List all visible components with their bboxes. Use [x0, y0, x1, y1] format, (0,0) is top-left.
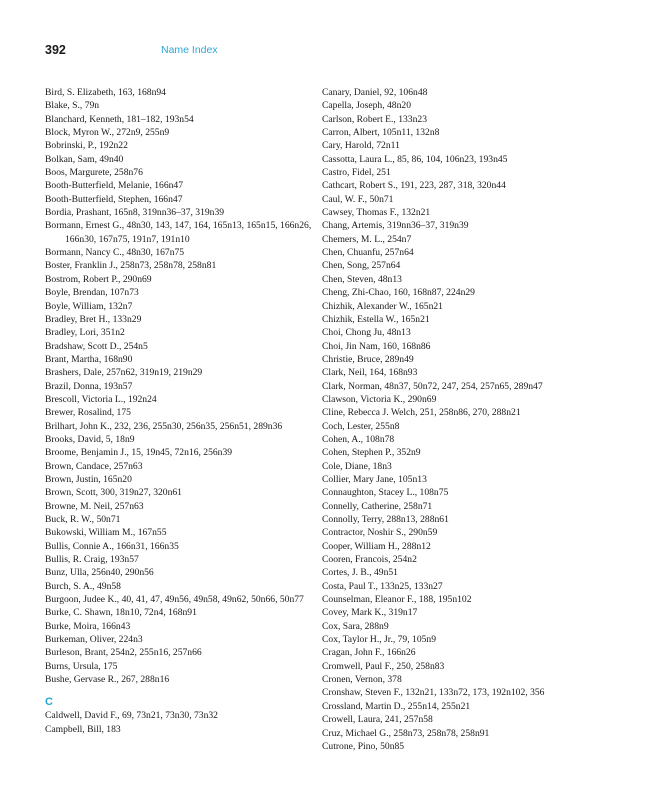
index-entry: Burke, C. Shawn, 18n10, 72n4, 168n91: [45, 607, 197, 619]
index-entry: Bostrom, Robert P., 290n69: [45, 273, 152, 285]
index-entry: Crossland, Martin D., 255n14, 255n21: [322, 700, 471, 712]
index-entry: Bormann, Nancy C., 48n30, 167n75: [45, 247, 185, 259]
index-entry: Broome, Benjamin J., 15, 19n45, 72n16, 256n39: [45, 447, 233, 459]
index-entry: Capella, Joseph, 48n20: [322, 100, 411, 112]
index-entry: Boyle, Brendan, 107n73: [45, 287, 139, 299]
index-entry: Collier, Mary Jane, 105n13: [322, 473, 427, 485]
index-entry: Bormann, Ernest G., 48n30, 143, 147, 164, 165n13, 165n15, 166n26, 166n30, 167n75, 191n7, 191n10: [45, 220, 312, 245]
index-entry: Browne, M. Neil, 257n63: [45, 500, 144, 512]
page-number: 392: [45, 43, 66, 57]
index-entry: Cathcart, Robert S., 191, 223, 287, 318, 320n44: [322, 180, 506, 192]
index-entry: Brashers, Dale, 257n62, 319n19, 219n29: [45, 367, 203, 379]
index-entry: Burke, Moira, 166n43: [45, 620, 131, 632]
index-entry: Boyle, William, 132n7: [45, 300, 133, 312]
index-entry: Burns, Ursula, 175: [45, 660, 118, 672]
index-entry: Brown, Scott, 300, 319n27, 320n61: [45, 487, 182, 499]
index-entry: Chen, Chuanfu, 257n64: [322, 247, 414, 259]
index-entry: Block, Myron W., 272n9, 255n9: [45, 127, 170, 139]
index-entry: Cronen, Vernon, 378: [322, 674, 402, 686]
index-entry: Brescoll, Victoria L., 192n24: [45, 393, 157, 405]
index-entry: Cohen, A., 108n78: [322, 433, 395, 445]
index-entry: Connelly, Catherine, 258n71: [322, 500, 433, 512]
index-entry: Coch, Lester, 255n8: [322, 420, 400, 432]
index-entry: Brazil, Donna, 193n57: [45, 380, 133, 392]
index-entry: Brooks, David, 5, 18n9: [45, 433, 135, 445]
index-entry: Blake, S., 79n: [45, 100, 100, 112]
index-entry: Cawsey, Thomas F., 132n21: [322, 207, 431, 219]
index-entry: Connolly, Terry, 288n13, 288n61: [322, 514, 449, 525]
index-entries-left-after: [45, 709, 315, 736]
index-entry: Chang, Artemis, 319nn36–37, 319n39: [322, 220, 469, 232]
index-entry: Cutrone, Pino, 50n85: [322, 740, 405, 752]
index-entry: Cox, Sara, 288n9: [322, 620, 389, 632]
index-entry: Cooper, William H., 288n12: [322, 540, 431, 552]
index-entry: Boos, Margurete, 258n76: [45, 167, 143, 179]
index-entry: Cragan, John F., 166n26: [322, 647, 416, 659]
index-entry: Connaughton, Stacey L., 108n75: [322, 487, 449, 499]
index-column-right: [322, 86, 612, 753]
index-entry: Bullis, Connie A., 166n31, 166n35: [45, 540, 179, 552]
index-entry: Choi, Chong Ju, 48n13: [322, 327, 411, 339]
index-entry: Cohen, Stephen P., 352n9: [322, 447, 421, 459]
letter-heading-c: C: [45, 696, 53, 709]
index-entry: Clark, Norman, 48n37, 50n72, 247, 254, 257n65, 289n47: [322, 380, 543, 392]
index-entry: Chen, Steven, 48n13: [322, 273, 402, 285]
index-entry: Brilhart, John K., 232, 236, 255n30, 256n35, 256n51, 289n36: [45, 420, 283, 432]
index-entry: Caldwell, David F., 69, 73n21, 73n30, 73n32: [45, 710, 218, 722]
index-entry: Bukowski, William M., 167n55: [45, 527, 167, 539]
index-entry: Canary, Daniel, 92, 106n48: [322, 87, 428, 98]
index-entry: Carlson, Robert E., 133n23: [322, 113, 427, 125]
index-entry: Bolkan, Sam, 49n40: [45, 153, 124, 165]
index-entry: Covey, Mark K., 319n17: [322, 607, 418, 619]
index-entry: Bradshaw, Scott D., 254n5: [45, 340, 148, 352]
index-entry: Brown, Candace, 257n63: [45, 460, 143, 472]
index-entry: Burgoon, Judee K., 40, 41, 47, 49n56, 49n58, 49n62, 50n66, 50n77: [45, 594, 304, 606]
index-entry: Booth-Butterfield, Melanie, 166n47: [45, 180, 184, 192]
index-entry: Cox, Taylor H., Jr., 79, 105n9: [322, 634, 437, 646]
index-entry: Crowell, Laura, 241, 257n58: [322, 714, 433, 726]
index-entry: Bird, S. Elizabeth, 163, 168n94: [45, 87, 166, 98]
index-entry: Caul, W. F., 50n71: [322, 193, 394, 205]
index-entry: Cole, Diane, 18n3: [322, 460, 392, 472]
index-entry: Chemers, M. L., 254n7: [322, 233, 412, 245]
index-entry: Chizhik, Alexander W., 165n21: [322, 300, 443, 312]
index-entry: Chizhik, Estella W., 165n21: [322, 313, 430, 325]
index-entry: Contractor, Noshir S., 290n59: [322, 527, 438, 539]
index-entry: Choi, Jin Nam, 160, 168n86: [322, 340, 431, 352]
index-entry: Booth-Butterfield, Stephen, 166n47: [45, 193, 183, 205]
index-entry: Burch, S. A., 49n58: [45, 580, 121, 592]
index-entry: Counselman, Eleanor F., 188, 195n102: [322, 594, 472, 606]
index-entry: Burleson, Brant, 254n2, 255n16, 257n66: [45, 647, 202, 659]
index-entry: Boster, Franklin J., 258n73, 258n78, 258n81: [45, 260, 217, 272]
index-entry: Cary, Harold, 72n11: [322, 140, 400, 152]
index-entry: Bullis, R. Craig, 193n57: [45, 554, 139, 566]
index-entry: Bordia, Prashant, 165n8, 319nn36–37, 319n39: [45, 207, 225, 219]
index-entry: Christie, Bruce, 289n49: [322, 353, 414, 365]
index-column-left: [45, 86, 315, 736]
index-entry: Brant, Martha, 168n90: [45, 353, 133, 365]
index-entry: Chen, Song, 257n64: [322, 260, 401, 272]
index-entry: Cromwell, Paul F., 250, 258n83: [322, 660, 445, 672]
index-entry: Bradley, Lori, 351n2: [45, 327, 125, 339]
index-entry: Bunz, Ulla, 256n40, 290n56: [45, 567, 154, 579]
index-entry: Cassotta, Laura L., 85, 86, 104, 106n23, 193n45: [322, 153, 508, 165]
index-entry: Buck, R. W., 50n71: [45, 514, 121, 525]
index-entry: Cortes, J. B., 49n51: [322, 567, 398, 579]
index-entries-right: [322, 86, 612, 753]
index-entries-left: [45, 86, 315, 686]
index-entry: Brown, Justin, 165n20: [45, 473, 132, 485]
index-entry: Campbell, Bill, 183: [45, 723, 121, 735]
index-entry: Cruz, Michael G., 258n73, 258n78, 258n91: [322, 727, 490, 739]
index-entry: Cooren, Francois, 254n2: [322, 554, 417, 566]
index-entry: Carron, Albert, 105n11, 132n8: [322, 127, 440, 139]
section-title: Name Index: [161, 44, 218, 56]
index-entry: Clawson, Victoria K., 290n69: [322, 393, 437, 405]
index-entry: Burkeman, Oliver, 224n3: [45, 634, 143, 646]
index-entry: Cheng, Zhi-Chao, 160, 168n87, 224n29: [322, 287, 475, 299]
index-entry: Cline, Rebecca J. Welch, 251, 258n86, 270, 288n21: [322, 407, 521, 419]
index-entry: Castro, Fidel, 251: [322, 167, 391, 179]
page-header: [45, 43, 605, 59]
index-entry: Bradley, Bret H., 133n29: [45, 313, 142, 325]
index-entry: Costa, Paul T., 133n25, 133n27: [322, 580, 443, 592]
index-entry: Blanchard, Kenneth, 181–182, 193n54: [45, 113, 194, 125]
index-entry: Bobrinski, P., 192n22: [45, 140, 128, 152]
index-entry: Brewer, Rosalind, 175: [45, 407, 131, 419]
index-entry: Bushe, Gervase R., 267, 288n16: [45, 674, 170, 686]
index-entry: Cronshaw, Steven F., 132n21, 133n72, 173, 192n102, 356: [322, 687, 545, 699]
index-entry: Clark, Neil, 164, 168n93: [322, 367, 418, 379]
